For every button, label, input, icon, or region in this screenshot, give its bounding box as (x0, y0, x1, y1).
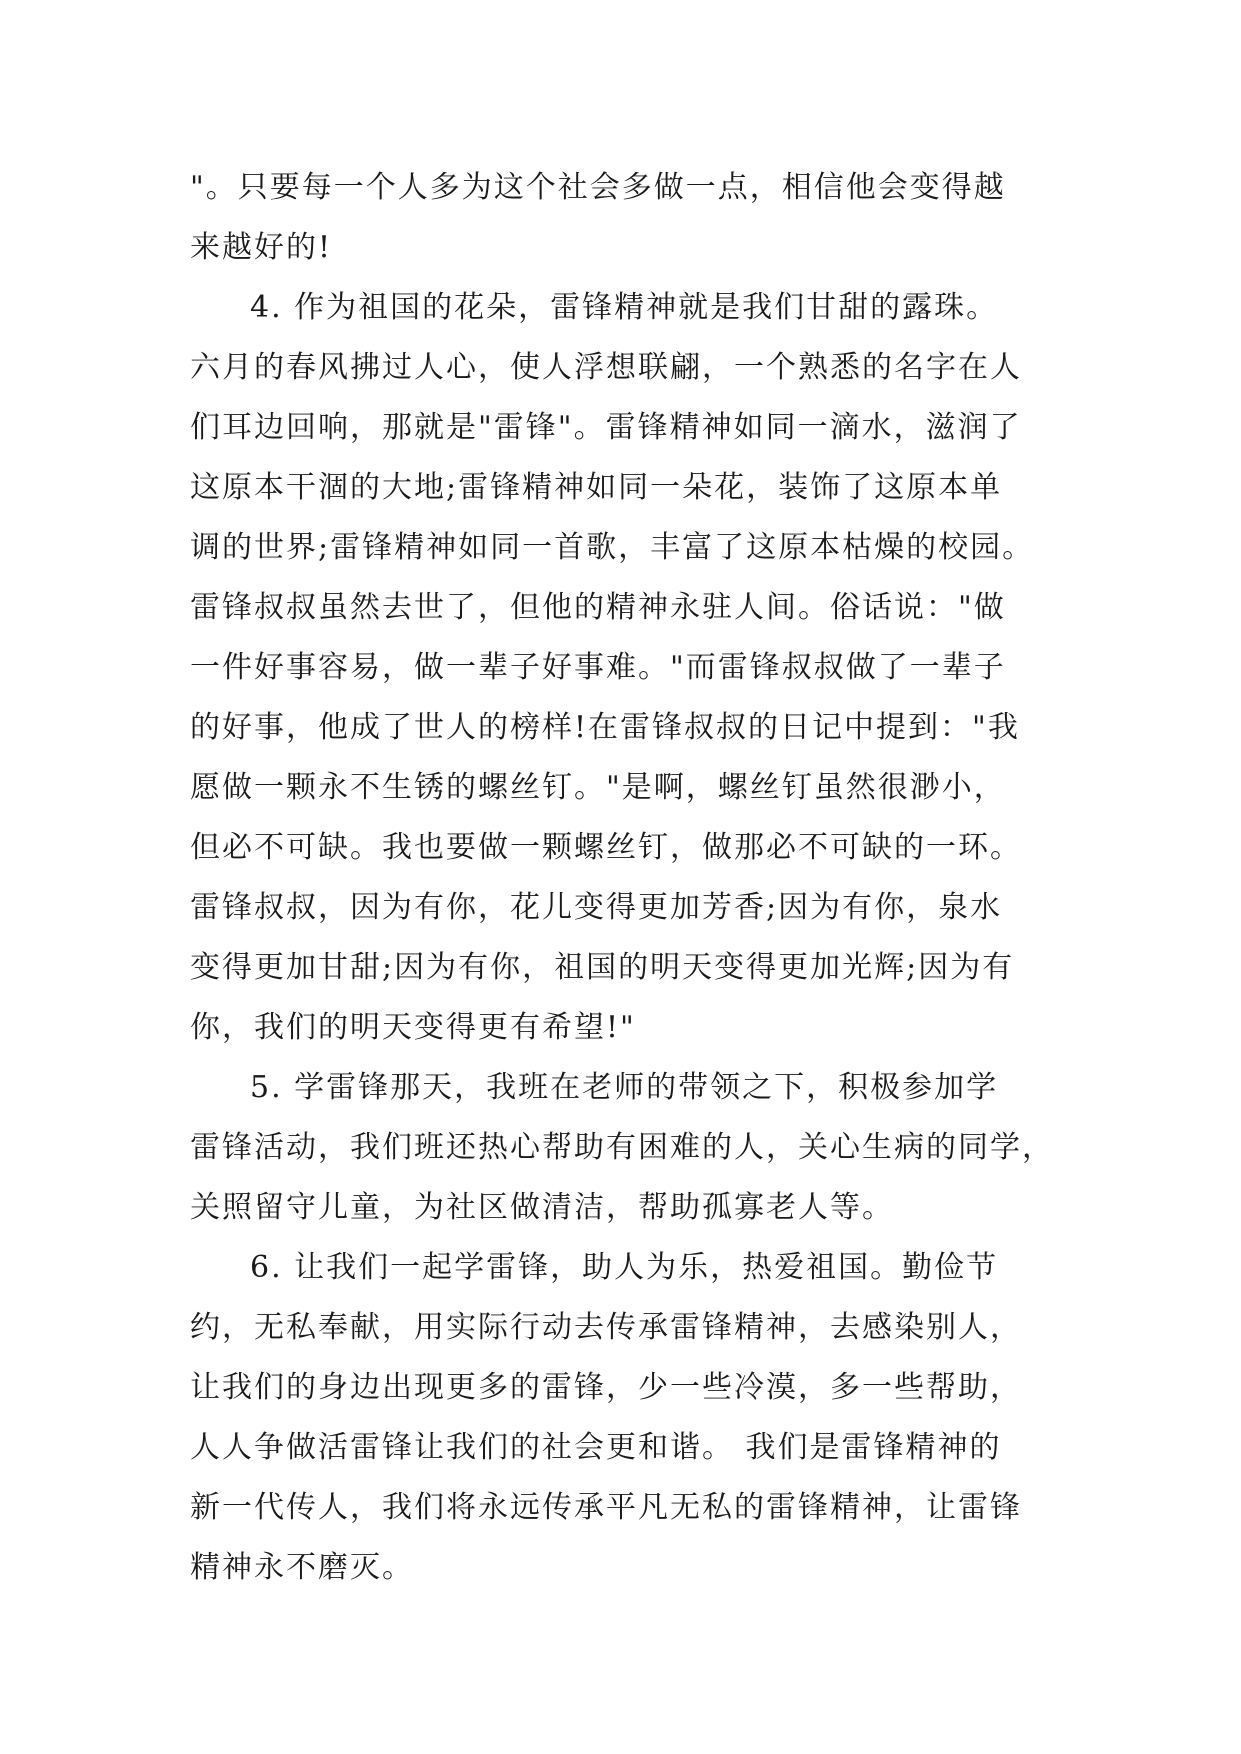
text-line: 的好事，他成了世人的榜样!在雷锋叔叔的日记中提到："我 (190, 710, 1020, 745)
text-line: 雷锋叔叔虽然去世了，但他的精神永驻人间。俗话说："做 (190, 590, 1006, 625)
text-line: 人人争做活雷锋让我们的社会更和谐。 我们是雷锋精神的 (190, 1430, 1002, 1465)
text-line: 雷锋叔叔，因为有你，花儿变得更加芳香;因为有你，泉水 (190, 890, 1003, 925)
text-line: 一件好事容易，做一辈子好事难。"而雷锋叔叔做了一辈子 (190, 650, 1006, 685)
text-line: 这原本干涸的大地;雷锋精神如同一朵花，装饰了这原本单 (190, 470, 1003, 505)
text-line: 来越好的! (190, 230, 333, 265)
paragraph-6-start: 6. 让我们一起学雷锋，助人为乐，热爱祖国。勤俭节 (250, 1250, 999, 1285)
text-line: 精神永不磨灭。 (190, 1550, 414, 1585)
text-line: 让我们的身边出现更多的雷锋，少一些冷漠，多一些帮助， (190, 1370, 1022, 1405)
text-line: 新一代传人，我们将永远传承平凡无私的雷锋精神，让雷锋 (190, 1490, 1022, 1525)
text-line: 们耳边回响，那就是"雷锋"。雷锋精神如同一滴水，滋润了 (190, 410, 1022, 445)
text-line: 你，我们的明天变得更有希望!" (190, 1010, 636, 1045)
text-line: "。只要每一个人多为这个社会多做一点，相信他会变得越 (190, 170, 1006, 205)
paragraph-5-start: 5. 学雷锋那天，我班在老师的带领之下，积极参加学 (250, 1070, 999, 1105)
text-line: 约，无私奉献，用实际行动去传承雷锋精神，去感染别人， (190, 1310, 1022, 1345)
text-line: 关照留守儿童，为社区做清洁，帮助孤寡老人等。 (190, 1190, 894, 1225)
paragraph-4-start: 4. 作为祖国的花朵，雷锋精神就是我们甘甜的露珠。 (250, 290, 999, 325)
text-line: 但必不可缺。我也要做一颗螺丝钉，做那必不可缺的一环。 (190, 830, 1022, 865)
text-line: 雷锋活动，我们班还热心帮助有困难的人，关心生病的同学， (190, 1130, 1054, 1165)
text-line: 调的世界;雷锋精神如同一首歌，丰富了这原本枯燥的校园。 (190, 530, 1035, 565)
text-line: 六月的春风拂过人心，使人浮想联翩，一个熟悉的名字在人 (190, 350, 1022, 385)
text-line: 愿做一颗永不生锈的螺丝钉。"是啊，螺丝钉虽然很渺小， (190, 770, 1006, 805)
text-line: 变得更加甘甜;因为有你，祖国的明天变得更加光辉;因为有 (190, 950, 1015, 985)
document-body (190, 158, 1070, 1598)
